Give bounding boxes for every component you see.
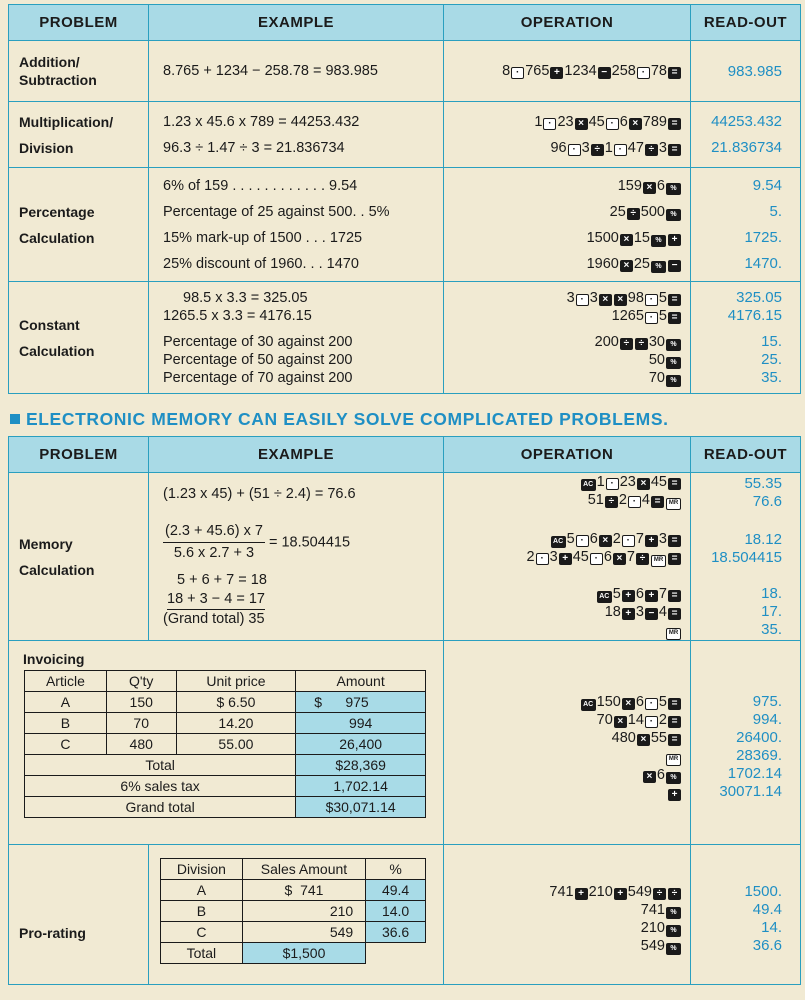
invoice-total-row <box>25 755 426 776</box>
key-sequence: 70 × 14 · 2 = <box>444 711 682 729</box>
example-text: 18 + 3 − 4 = 17 <box>167 590 265 610</box>
prorating-row <box>161 901 426 922</box>
readout-value: 30071.14 <box>719 783 782 800</box>
readout-value: 35. <box>761 368 782 386</box>
readout-value: 9.54 <box>752 176 782 194</box>
invoice-col-header: Amount <box>296 671 426 692</box>
invoice-cell: C <box>25 734 107 755</box>
example-text: 1.23 x 45.6 x 789 = 44253.432 <box>163 113 360 130</box>
prorating-cell: A <box>161 880 243 901</box>
example-text: (Grand total) 35 <box>163 610 265 627</box>
fraction-result: = 18.504415 <box>268 533 351 550</box>
readout-value: 21.836734 <box>711 138 782 156</box>
prorating-cell: 36.6 <box>366 922 426 943</box>
memory-banner <box>10 409 669 430</box>
example-text: 8.765 + 1234 − 258.78 = 983.985 <box>149 41 444 102</box>
header-problem: PROBLEM <box>9 5 149 41</box>
row-constant <box>9 282 801 394</box>
invoice-grand-row <box>25 797 426 818</box>
example-text: 6% of 159 . . . . . . . . . . . . 9.54 <box>163 177 358 194</box>
problem-label: Calculation <box>19 342 95 359</box>
problem-label: Calculation <box>19 561 95 578</box>
invoice-cell: 994 <box>296 713 426 734</box>
example-text: Percentage of 50 against 200 <box>163 351 353 368</box>
problem-label: Calculation <box>19 229 95 246</box>
example-text: 25% discount of 1960. . . 1470 <box>163 255 359 272</box>
key-sequence: 18 + 3 − 4 = <box>444 603 682 621</box>
divide-key-icon: ÷ <box>591 144 604 156</box>
readout-value: 1470. <box>744 254 782 272</box>
key-sequence: 210 % <box>444 919 682 937</box>
example-text: 5 + 6 + 7 = 18 <box>177 571 267 588</box>
key-sequence: AC 150 × 6 · 5 = <box>444 693 682 711</box>
decimal-key-icon: · <box>511 67 524 79</box>
percent-key-icon: % <box>666 183 681 195</box>
readout-value: 44253.432 <box>711 112 782 130</box>
problem-label: Constant <box>19 316 80 333</box>
prorating-row <box>161 880 426 901</box>
row-addition <box>9 41 801 102</box>
header-operation: OPERATION <box>444 437 691 473</box>
invoice-cell: 55.00 <box>176 734 296 755</box>
invoice-cell: B <box>25 713 107 734</box>
header-example: EXAMPLE <box>149 437 444 473</box>
problem-label: Memory <box>19 535 73 552</box>
prorating-cell: C <box>161 922 243 943</box>
prorating-cell: $ 741 <box>242 880 365 901</box>
example-text: 98.5 x 3.3 = 325.05 <box>183 289 308 306</box>
key-sequence: AC 5 + 6 + 7 = <box>444 585 682 603</box>
invoice-label: 6% sales tax <box>25 776 296 797</box>
problem-label: Addition/ <box>19 54 80 70</box>
plus-key-icon: + <box>550 67 563 79</box>
readout-value: 14. <box>761 919 782 936</box>
header-problem: PROBLEM <box>9 437 149 473</box>
readout-value: 55.35 <box>744 474 782 492</box>
key-sequence: 741 % <box>444 901 682 919</box>
readout-value: 18. <box>761 584 782 602</box>
key-sequence: 8 · 765 + 1234 − 258 · 78 = <box>444 41 691 102</box>
invoice-cell: $ 6.50 <box>176 692 296 713</box>
invoice-row <box>25 692 426 713</box>
key-sequence: 25 ÷ 500 % <box>444 199 682 225</box>
invoice-grand-total: $30,071.14 <box>296 797 426 818</box>
invoice-total: $28,369 <box>296 755 426 776</box>
key-sequence: MR <box>444 747 682 766</box>
readout-value: 975. <box>752 693 782 710</box>
example-text: Percentage of 25 against 500. . 5% <box>163 203 390 220</box>
prorating-col-header: Division <box>161 859 243 880</box>
key-sequence: 200 ÷ ÷ 30 % <box>444 333 682 351</box>
invoice-cell: 70 <box>106 713 176 734</box>
invoice-cell: $ 975 <box>296 692 426 713</box>
key-sequence: MR <box>444 621 682 640</box>
invoice-col-header: Article <box>25 671 107 692</box>
readout-value: 76.6 <box>752 492 782 510</box>
problem-label: Subtraction <box>19 72 97 88</box>
readout-value: 18.504415 <box>711 548 782 566</box>
readout-value: 25. <box>761 350 782 368</box>
prorating-cell: 549 <box>242 922 365 943</box>
invoice-col-header: Q'ty <box>106 671 176 692</box>
invoice-tax: 1,702.14 <box>296 776 426 797</box>
header-operation: OPERATION <box>444 5 691 41</box>
minus-key-icon: − <box>598 67 611 79</box>
fraction-example <box>163 522 443 563</box>
key-sequence: 549 % <box>444 937 682 955</box>
row-percentage <box>9 168 801 282</box>
readout-value: 36.6 <box>752 937 782 954</box>
prorating-total-row <box>161 943 426 964</box>
key-sequence: 1 · 23 × 45 · 6 × 789 = <box>444 109 682 135</box>
example-text: Percentage of 70 against 200 <box>163 369 353 386</box>
key-sequence: 50 % <box>444 351 682 369</box>
header-readout: READ-OUT <box>691 437 801 473</box>
key-sequence: × 6 % <box>444 766 682 784</box>
example-text: 96.3 ÷ 1.47 ÷ 3 = 21.836734 <box>163 139 345 156</box>
invoice-cell: 26,400 <box>296 734 426 755</box>
readout-value: 983.985 <box>691 41 801 102</box>
readout-value: 1725. <box>744 228 782 246</box>
readout-value: 1702.14 <box>727 765 782 782</box>
key-sequence: 1265 · 5 = <box>444 307 682 325</box>
invoice-tax-row <box>25 776 426 797</box>
readout-value: 26400. <box>736 729 782 746</box>
readout-value: 1500. <box>744 883 782 900</box>
equals-key-icon: = <box>668 67 681 79</box>
prorating-cell: 14.0 <box>366 901 426 922</box>
readout-value: 35. <box>761 620 782 638</box>
key-sequence: 741 + 210 + 549 ÷ ÷ <box>444 883 682 901</box>
readout-value: 15. <box>761 332 782 350</box>
decimal-key-icon: · <box>637 67 650 79</box>
key-sequence: 480 × 55 = <box>444 729 682 747</box>
banner-text: ELECTRONIC MEMORY CAN EASILY SOLVE COMPLICATED PROBLEMS. <box>26 409 669 429</box>
example-text: 1265.5 x 3.3 = 4176.15 <box>163 307 312 324</box>
row-memory <box>9 473 801 641</box>
invoice-row <box>25 734 426 755</box>
problem-label: Multiplication/ <box>19 113 114 130</box>
invoice-cell: A <box>25 692 107 713</box>
key-sequence: AC 1 · 23 × 45 = <box>444 473 682 491</box>
readout-value: 5. <box>769 202 782 220</box>
prorating-label: Total <box>161 943 243 964</box>
times-key-icon: × <box>575 118 588 130</box>
fraction-denominator: 5.6 x 2.7 + 3 <box>173 544 255 561</box>
prorating-cell: B <box>161 901 243 922</box>
invoice-cell: 14.20 <box>176 713 296 734</box>
key-sequence: 1500 × 15 % + <box>444 225 682 251</box>
example-text: Percentage of 30 against 200 <box>163 333 353 350</box>
ac-key-icon: AC <box>581 479 596 491</box>
row-multiplication <box>9 102 801 168</box>
readout-value: 18.12 <box>744 530 782 548</box>
invoice-cell: 150 <box>106 692 176 713</box>
basic-operations-table <box>8 4 801 394</box>
example-text: (1.23 x 45) + (51 ÷ 2.4) = 76.6 <box>163 485 356 502</box>
prorating-cell: 49.4 <box>366 880 426 901</box>
fraction-numerator: (2.3 + 45.6) x 7 <box>163 522 265 543</box>
prorating-col-header: Sales Amount <box>242 859 365 880</box>
invoice-label: Total <box>25 755 296 776</box>
prorating-col-header: % <box>366 859 426 880</box>
example-text: 15% mark-up of 1500 . . . 1725 <box>163 229 363 246</box>
key-sequence: 96 · 3 ÷ 1 · 47 ÷ 3 = <box>444 135 682 161</box>
invoice-row <box>25 713 426 734</box>
problem-label: Pro-rating <box>9 845 149 985</box>
invoice-label: Grand total <box>25 797 296 818</box>
mr-key-icon: MR <box>666 498 681 510</box>
problem-label: Division <box>19 139 74 156</box>
key-sequence: + <box>444 784 682 802</box>
invoice-col-header: Unit price <box>176 671 296 692</box>
key-sequence: 70 % <box>444 369 682 387</box>
prorating-total: $1,500 <box>242 943 365 964</box>
invoicing-title: Invoicing <box>23 651 85 667</box>
prorating-cell: 210 <box>242 901 365 922</box>
key-sequence: 3 · 3 × × 98 · 5 = <box>444 289 682 307</box>
key-sequence: 1960 × 25 % − <box>444 251 682 277</box>
key-sequence: 159 × 6 % <box>444 173 682 199</box>
readout-value: 49.4 <box>752 901 782 918</box>
readout-value: 4176.15 <box>727 306 782 324</box>
readout-value: 994. <box>752 711 782 728</box>
key-sequence: AC 5 · 6 × 2 · 7 + 3 = <box>444 530 682 548</box>
header-example: EXAMPLE <box>149 5 444 41</box>
header-readout: READ-OUT <box>691 5 801 41</box>
invoice-table <box>24 670 426 818</box>
invoice-cell: 480 <box>106 734 176 755</box>
key-sequence: 2 · 3 + 45 · 6 × 7 ÷ MR = <box>444 548 682 567</box>
key-sequence: 51 ÷ 2 · 4 = MR <box>444 491 682 510</box>
readout-value: 17. <box>761 602 782 620</box>
prorating-table <box>160 858 426 964</box>
square-bullet-icon <box>10 414 20 424</box>
readout-value: 325.05 <box>736 288 782 306</box>
readout-value: 28369. <box>736 747 782 764</box>
prorating-row <box>161 922 426 943</box>
problem-label: Percentage <box>19 203 95 220</box>
